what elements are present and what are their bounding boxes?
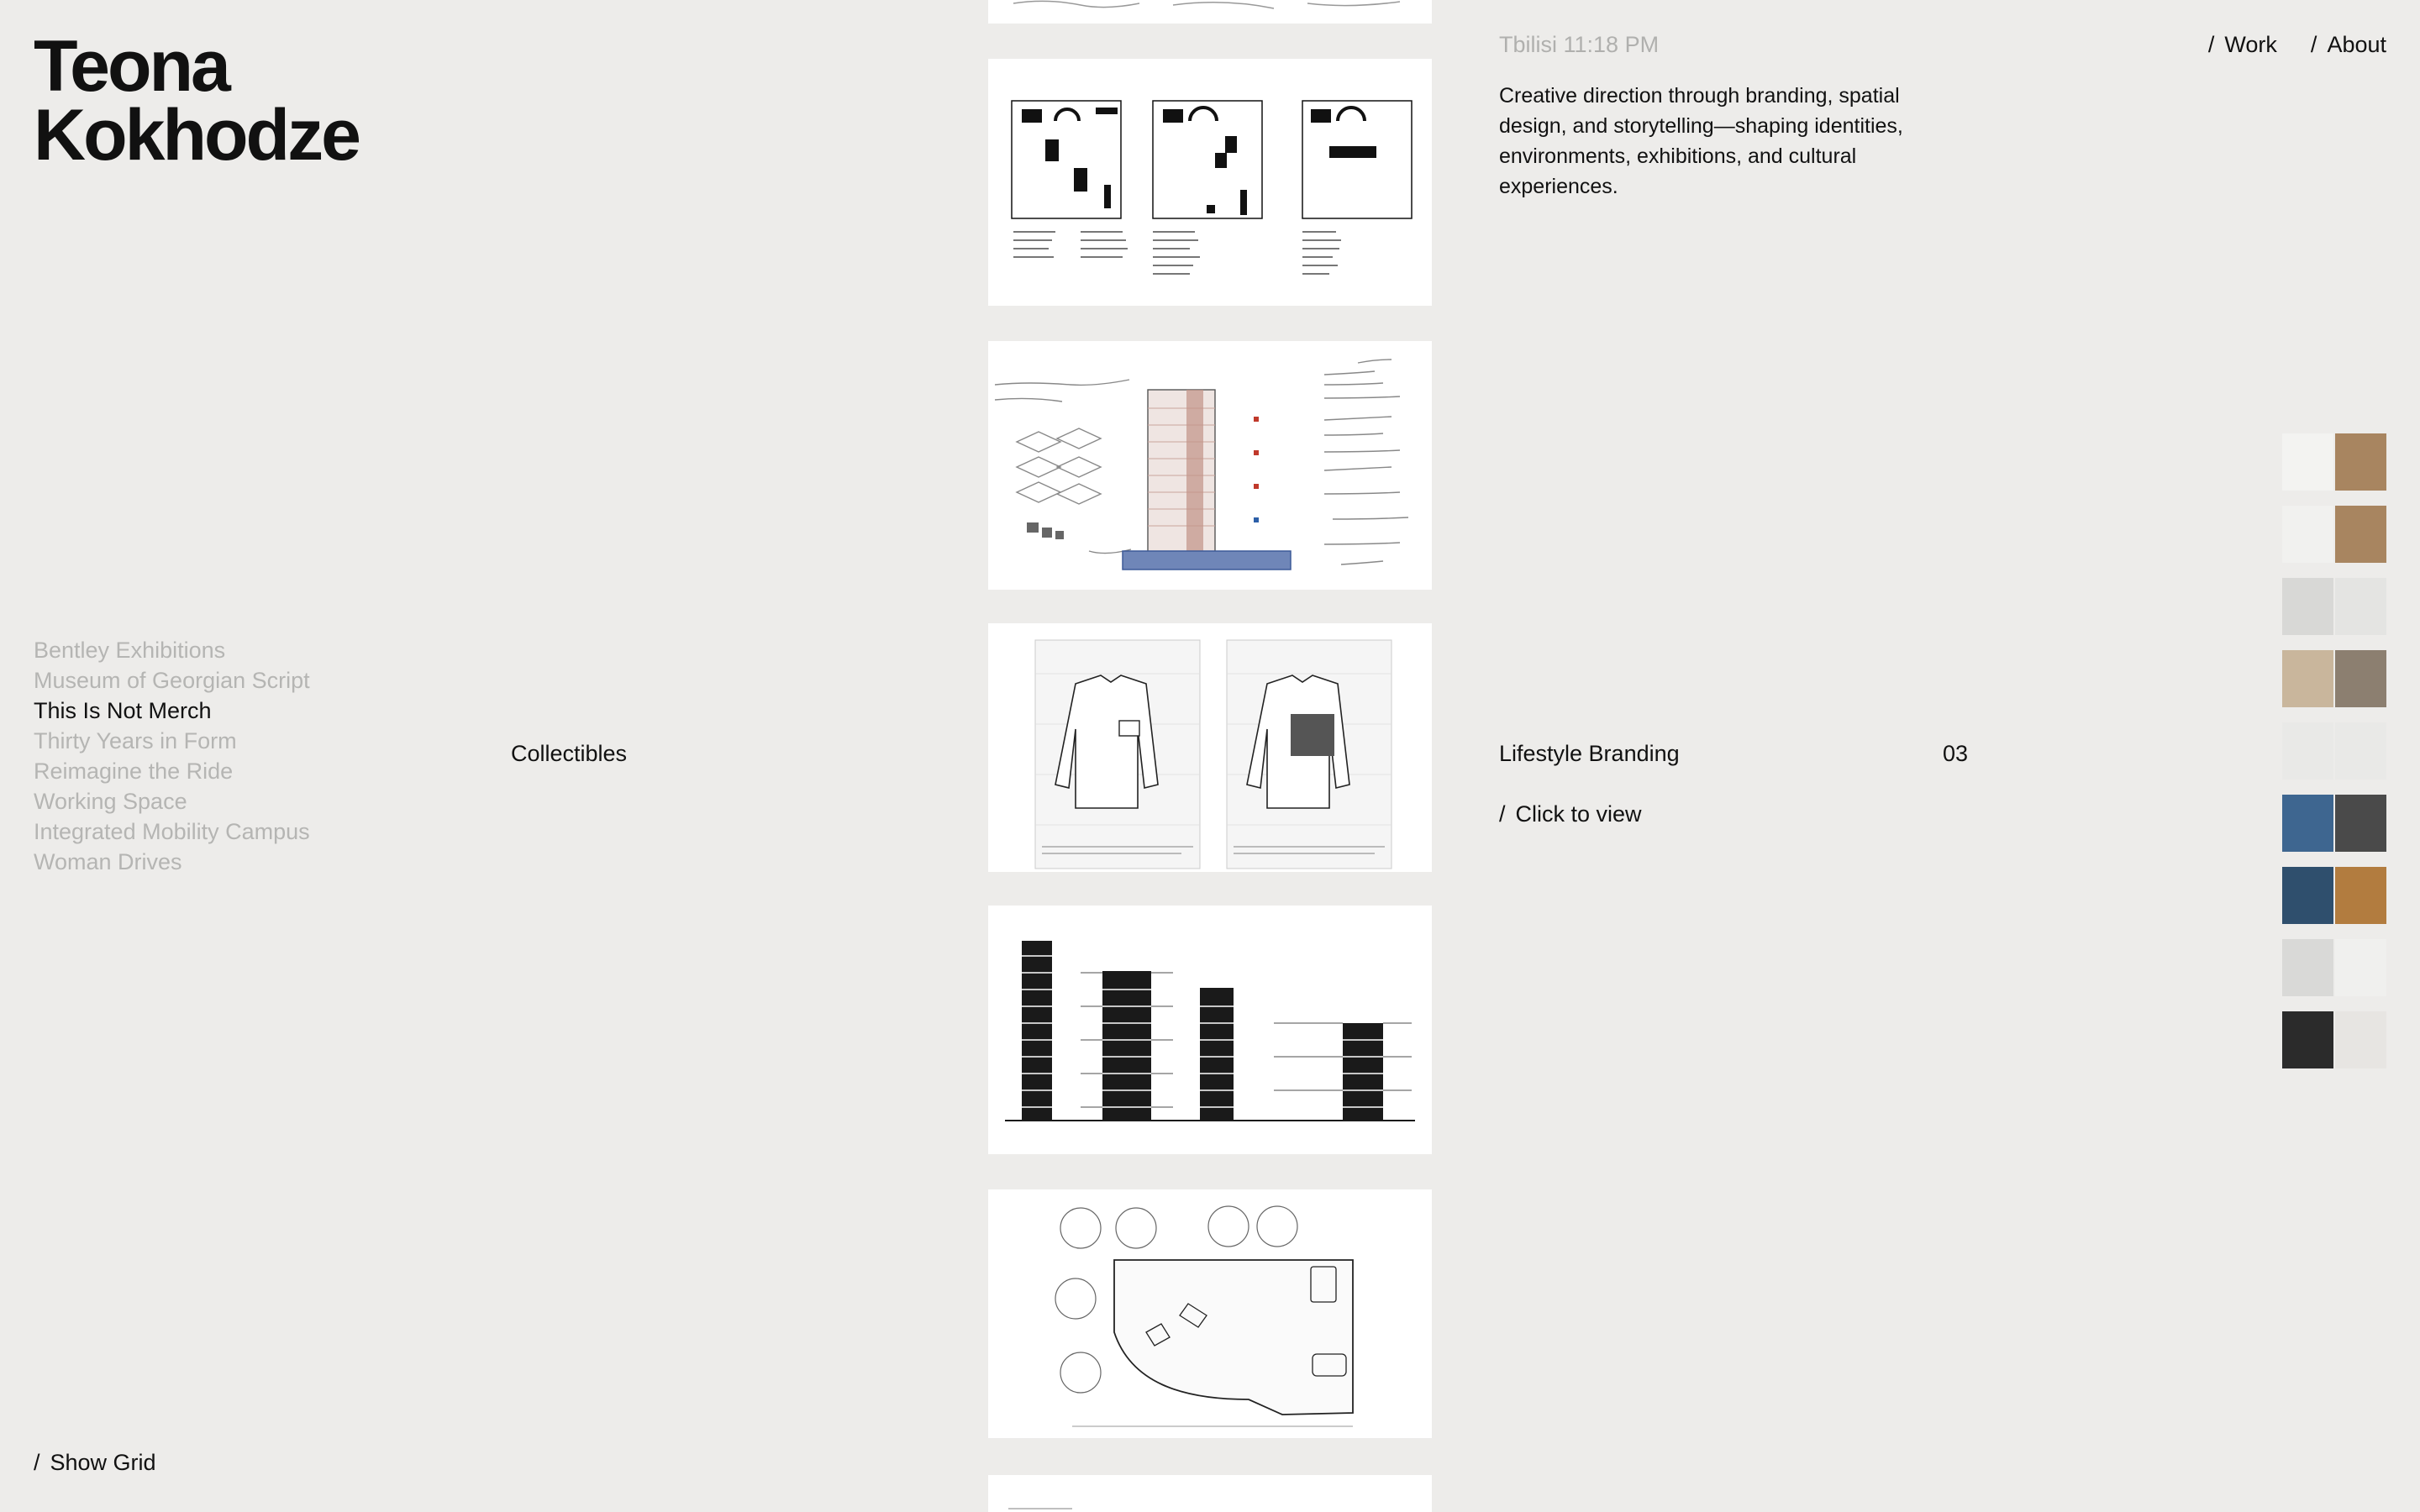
nav-work-label: Work [2224, 32, 2277, 57]
thumbnail-1[interactable] [2282, 433, 2386, 491]
slash-glyph: / [2310, 32, 2317, 57]
project-item-working-space[interactable]: Working Space [34, 789, 187, 814]
thumbnail-9[interactable] [2282, 1011, 2386, 1068]
slash-glyph: / [1499, 801, 1506, 827]
booklet-image [2335, 433, 2386, 491]
project-number: 03 [1943, 741, 1969, 766]
cap-image [2335, 1011, 2386, 1068]
tag-image [2335, 939, 2386, 996]
plaid-image [2335, 795, 2386, 852]
project-item-integrated-mobility-campus[interactable]: Integrated Mobility Campus [34, 819, 310, 844]
car-illustration-image [2282, 867, 2333, 924]
packaging-image [2282, 578, 2333, 635]
nav-about-label: About [2327, 32, 2386, 57]
nav-about-link[interactable] [2311, 32, 2386, 58]
pin-image [2282, 1011, 2333, 1068]
thumbnail-6[interactable] [2282, 795, 2386, 852]
sketch-illustration [988, 0, 1432, 24]
project-image-partial-bottom[interactable] [988, 1475, 1432, 1512]
thumbnail-3[interactable] [2282, 578, 2386, 635]
thumbnail-8[interactable] [2282, 939, 2386, 996]
project-item-thirty-years-in-form[interactable]: Thirty Years in Form [34, 728, 237, 753]
site-title[interactable] [34, 26, 359, 176]
click-to-view-link[interactable] [1499, 801, 1642, 827]
hand-sketch-drawing [988, 341, 1432, 590]
people-image [2335, 650, 2386, 707]
show-grid-label: Show Grid [50, 1450, 156, 1475]
jacket-image [2282, 795, 2333, 852]
project-image-sketch-diagram[interactable] [988, 341, 1432, 590]
click-to-view-label: Click to view [1515, 801, 1642, 827]
last-name: Kokhodze [34, 95, 359, 176]
project-image-jacket-drawings[interactable] [988, 623, 1432, 872]
document-preview [988, 1475, 1432, 1512]
floor-plan-drawing [988, 59, 1432, 306]
project-item-bentley-exhibitions[interactable]: Bentley Exhibitions [34, 638, 226, 663]
nav-work-link[interactable] [2208, 32, 2277, 58]
phone-image [2282, 506, 2333, 563]
project-item-reimagine-the-ride[interactable]: Reimagine the Ride [34, 759, 234, 784]
people-image [2282, 650, 2333, 707]
project-image-bar-graphic[interactable] [988, 906, 1432, 1154]
top-nav [2208, 32, 2386, 58]
thumbnail-2[interactable] [2282, 506, 2386, 563]
project-item-museum-of-georgian-script[interactable]: Museum of Georgian Script [34, 668, 310, 693]
project-list [34, 635, 310, 877]
project-item-woman-drives[interactable]: Woman Drives [34, 849, 182, 874]
intro-text: Creative direction through branding, spatial design, and storytelling—shaping identities, environments, exhibitions, and cultural experiences. [1499, 84, 1903, 198]
slash-glyph: / [2207, 32, 2215, 57]
showroom-plan-drawing [988, 1189, 1432, 1438]
bar-graphic [988, 906, 1432, 1154]
thumbnail-7[interactable] [2282, 867, 2386, 924]
booklet-image [2335, 506, 2386, 563]
project-item-this-is-not-merch[interactable]: This Is Not Merch [34, 698, 212, 723]
tshirt-image [2282, 939, 2333, 996]
project-image-showroom-plan[interactable] [988, 1189, 1432, 1438]
show-grid-button[interactable] [34, 1450, 156, 1476]
thumbnail-5[interactable] [2282, 722, 2386, 780]
slash-glyph: / [34, 1450, 40, 1475]
thumbnail-4[interactable] [2282, 650, 2386, 707]
fabric-swatch-image [2282, 722, 2333, 780]
car-illustration-image [2335, 867, 2386, 924]
project-image-floor-plans[interactable] [988, 59, 1432, 306]
project-image-partial-top[interactable] [988, 0, 1432, 24]
yellow-pen-image [2282, 433, 2333, 491]
first-name: Teona [34, 26, 229, 107]
project-category: Collectibles [511, 741, 628, 766]
buttons-image [2335, 578, 2386, 635]
project-type: Lifestyle Branding [1499, 741, 1680, 766]
location-time: Tbilisi 11:18 PM [1499, 32, 1660, 57]
fabric-swatch-image [2335, 722, 2386, 780]
jacket-tech-drawing [988, 623, 1432, 872]
